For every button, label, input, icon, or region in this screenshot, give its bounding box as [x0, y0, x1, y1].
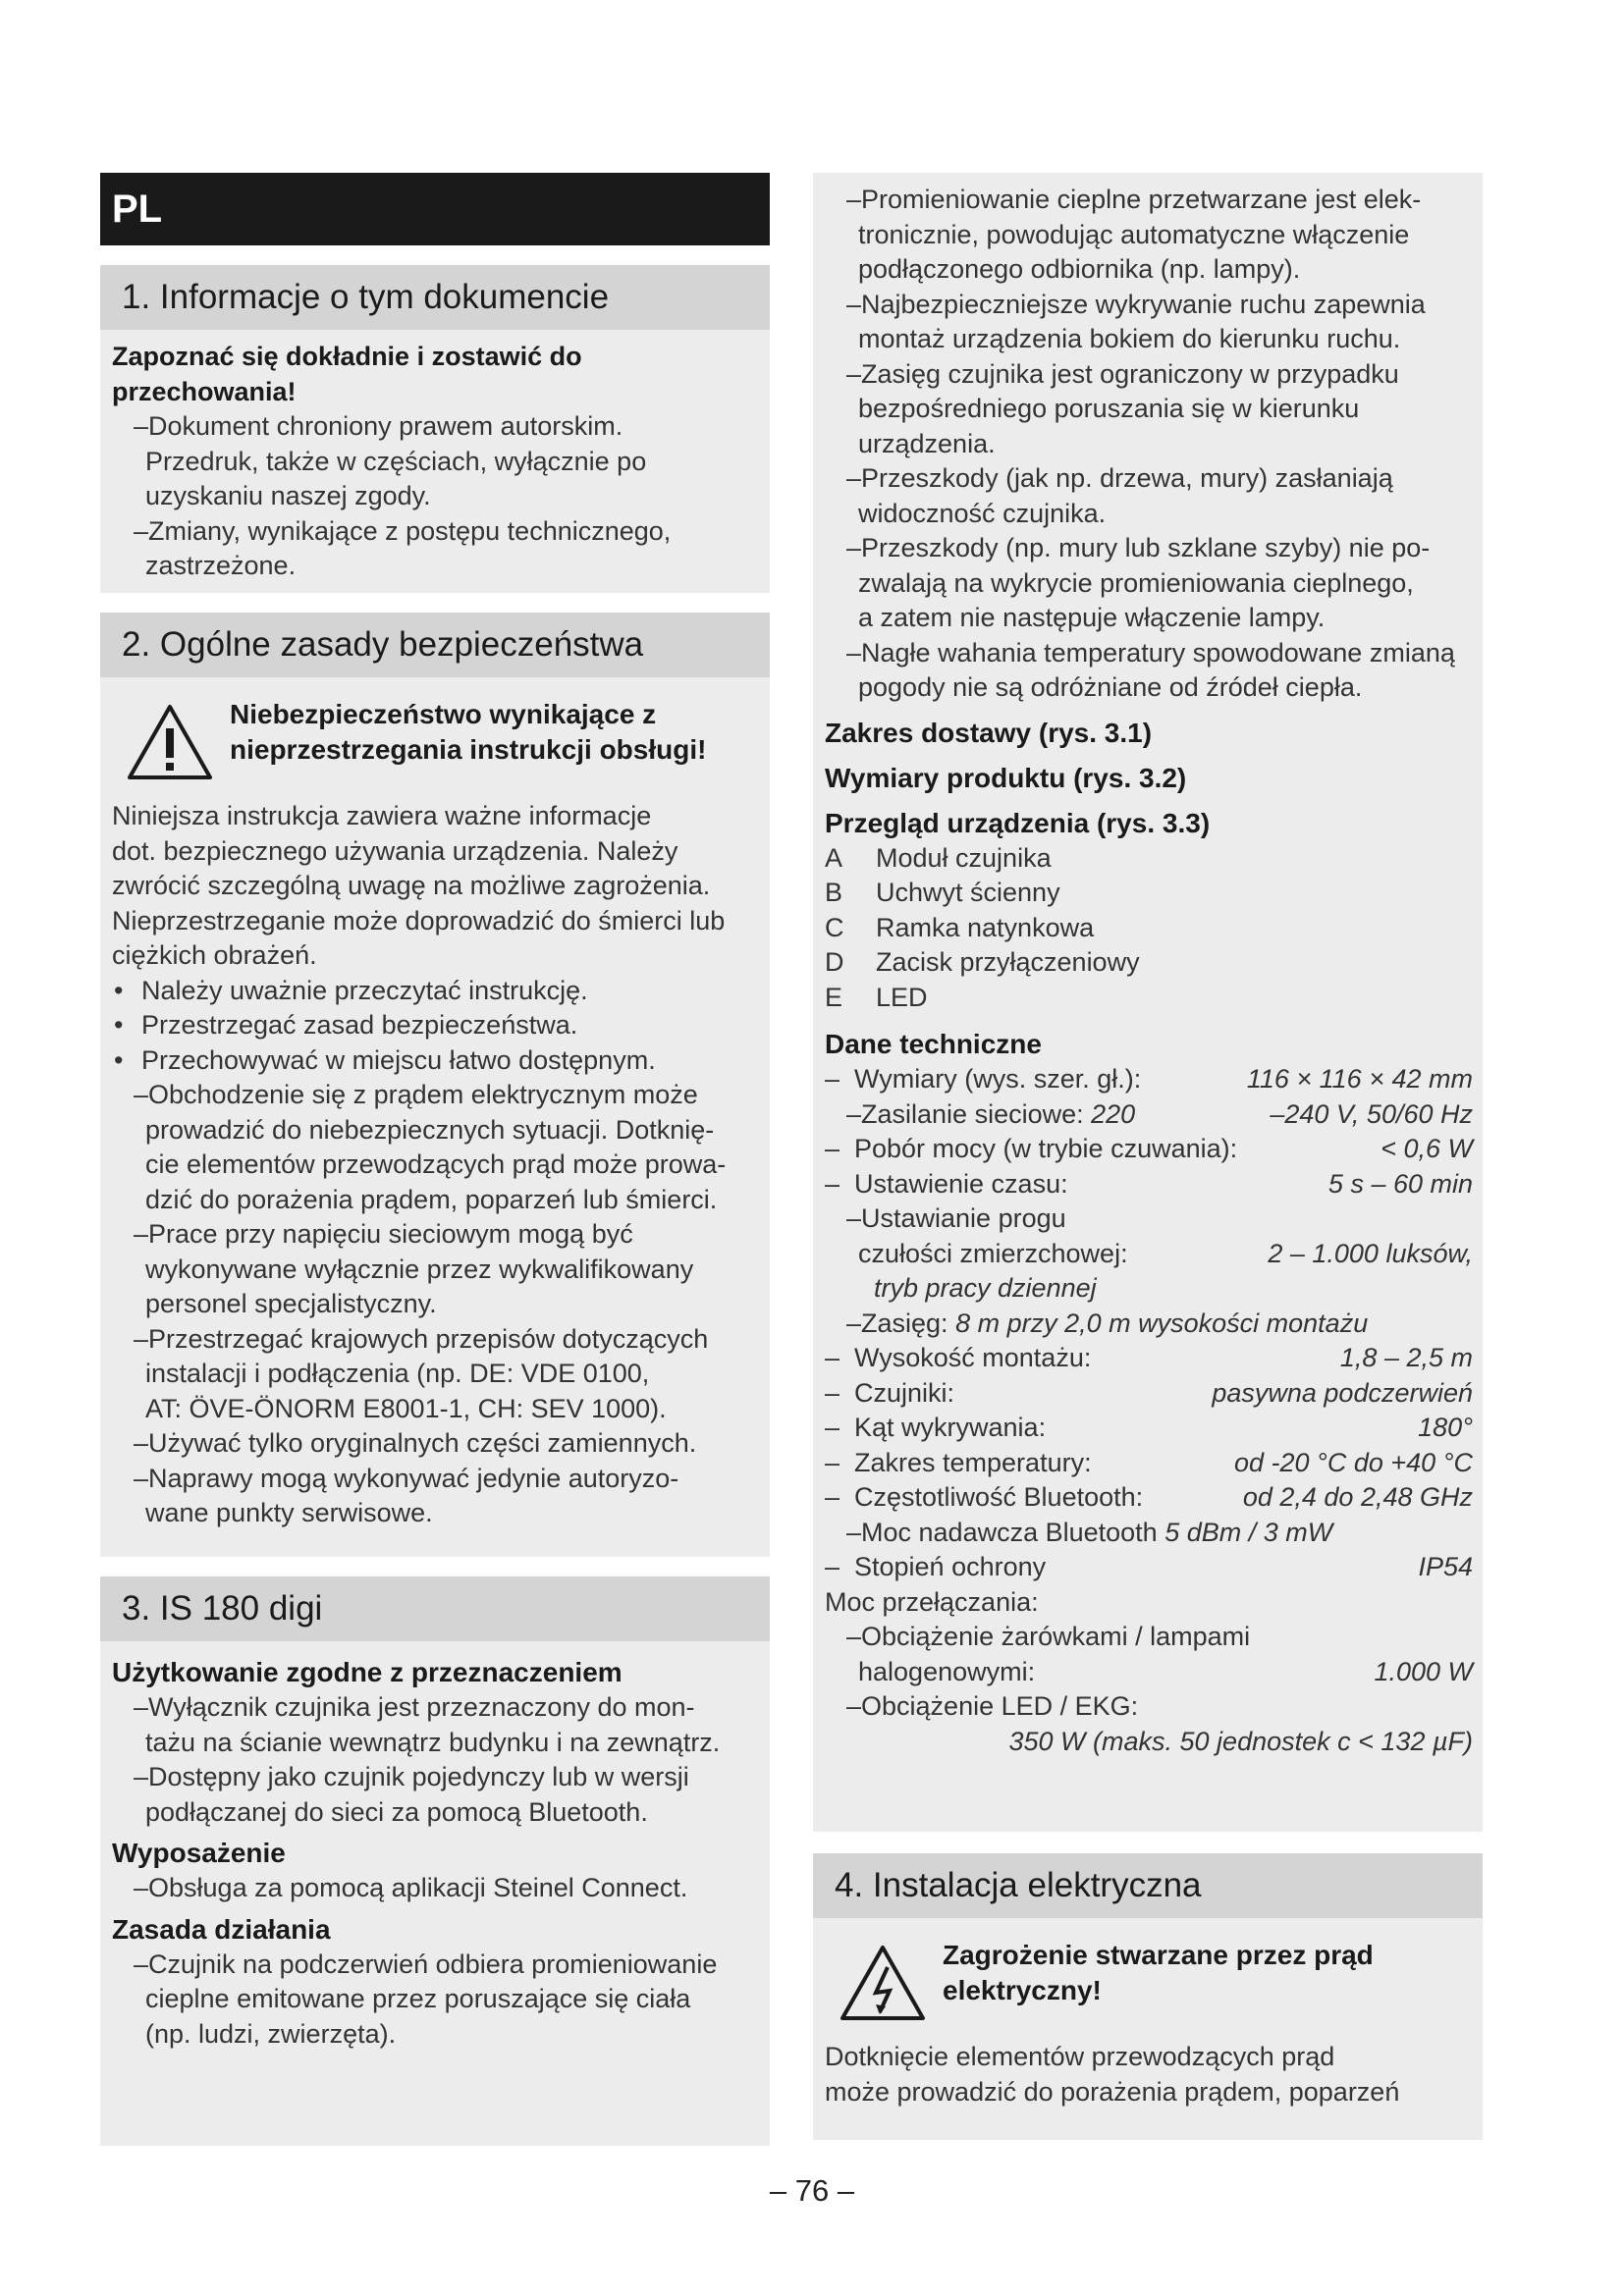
principle-cont-line: –Nagłe wahania temperatury spowodowane zmianą	[846, 637, 1455, 667]
sec4-para: Dotknięcie elementów przewodzących prąd	[825, 2042, 1335, 2071]
principle-cont-line: –Zasięg czujnika jest ograniczony w przypadku	[846, 358, 1399, 389]
sec2-para: dot. bezpiecznego używania urządzenia. Należy	[112, 835, 678, 866]
tech-row-power: –Zasilanie sieciowe: 220 –240 V, 50/60 Hz	[846, 1098, 1473, 1129]
section-2	[100, 613, 770, 1557]
part-item: B Uchwyt ścienny	[825, 878, 1060, 907]
sec1-line: Przedruk, także w częściach, wyłącznie po	[145, 446, 647, 476]
sec4-warning-line-2: elektryczny!	[943, 1975, 1102, 2005]
sec2-dash: instalacji i podłączenia (np. DE: VDE 0100,	[145, 1359, 650, 1388]
electric-hazard-icon	[839, 1944, 927, 2022]
tech-row-twilight-label: –Ustawianie progu	[846, 1203, 1066, 1233]
sec1-line: –Dokument chroniony prawem autorskim.	[134, 411, 623, 441]
sec2-dash: –Naprawy mogą wykonywać jedynie autoryzo-	[134, 1463, 679, 1493]
tech-row-standby: – Pobór mocy (w trybie czuwania): < 0,6 W	[825, 1134, 1473, 1163]
principle-cont-line: tronicznie, powodując automatyczne włączenie	[858, 219, 1410, 249]
sec2-bullet: • Przechowywać w miejscu łatwo dostępnym.	[112, 1043, 760, 1079]
sec1-lead-2: przechowania!	[112, 376, 297, 406]
sec3-use-line: podłączanej do sieci za pomocą Bluetooth.	[145, 1796, 648, 1827]
right-column	[813, 173, 1483, 2140]
section-4	[813, 1853, 1483, 2140]
part-item: E LED	[825, 982, 928, 1012]
sec3-use-heading: Użytkowanie zgodne z przeznaczeniem	[112, 1657, 623, 1687]
sec2-dash: wane punkty serwisowe.	[145, 1498, 433, 1527]
tech-row-halogen-label: –Obciążenie żarówkami / lampami	[846, 1622, 1251, 1651]
principle-cont-line: a zatem nie następuje włączenie lampy.	[858, 603, 1326, 632]
tech-row-time: – Ustawienie czasu: 5 s – 60 min	[825, 1168, 1473, 1199]
tech-row-range: –Zasięg: 8 m przy 2,0 m wysokości montażu	[846, 1308, 1369, 1338]
sec2-dash: prowadzić do niebezpiecznych sytuacji. Dotknię-	[145, 1114, 715, 1145]
sec2-para: Nieprzestrzeganie może doprowadzić do śmierci lub	[112, 905, 726, 935]
sec2-dash: AT: ÖVE-ÖNORM E8001-1, CH: SEV 1000).	[145, 1393, 667, 1423]
left-column	[100, 265, 770, 2146]
sec2-dash: –Używać tylko oryginalnych części zamiennych.	[134, 1428, 697, 1458]
sec3-use-line: –Wyłącznik czujnika jest przeznaczony do mon-	[134, 1692, 695, 1722]
tech-row-ip: – Stopień ochrony IP54	[825, 1552, 1473, 1581]
tech-row-bluetooth: – Częstotliwość Bluetooth: od 2,4 do 2,48 GHz	[825, 1482, 1473, 1512]
sec3-equipment-line: –Obsługa za pomocą aplikacji Steinel Connect.	[134, 1873, 688, 1902]
sec2-dash: wykonywane wyłącznie przez wykwalifikowany	[145, 1254, 694, 1284]
sec3-principle-line: –Czujnik na podczerwień odbiera promieniowanie	[134, 1949, 718, 1979]
sec2-warning	[112, 697, 760, 781]
principle-cont-line: pogody nie są odróżniane od źródeł ciepła.	[858, 672, 1363, 702]
tech-row-halogen: halogenowymi: 1.000 W	[858, 1656, 1473, 1686]
section-1-title: 1. Informacje o tym dokumencie	[100, 265, 770, 330]
sec2-warning-line-1: Niebezpieczeństwo wynikające z	[230, 699, 657, 729]
sec3-principle-heading: Zasada działania	[112, 1913, 331, 1945]
sec2-bullet-list	[112, 974, 760, 1079]
sec2-dash: –Prace przy napięciu sieciowym mogą być	[134, 1219, 633, 1249]
sec2-para: ciężkich obrażeń.	[112, 940, 317, 970]
scope-heading: Zakres dostawy (rys. 3.1)	[825, 717, 1153, 748]
principle-cont-line: urządzenia.	[858, 428, 996, 458]
tech-row-led: 350 W (maks. 50 jednostek c < 132 µF)	[1008, 1726, 1473, 1756]
section-1	[100, 265, 770, 593]
principle-cont-line: –Najbezpieczniejsze wykrywanie ruchu zapewnia	[846, 289, 1426, 319]
parts-list	[825, 841, 1473, 1016]
tech-row-led-label: –Obciążenie LED / EKG:	[846, 1691, 1139, 1721]
sec3-equipment-heading: Wyposażenie	[112, 1838, 286, 1868]
sec3-use-line: –Dostępny jako czujnik pojedynczy lub w wersji	[134, 1762, 689, 1791]
tech-row-temperature: – Zakres temperatury: od -20 °C do +40 °C	[825, 1447, 1473, 1477]
overview-heading: Przegląd urządzenia (rys. 3.3)	[825, 807, 1211, 838]
tech-data-list	[825, 1062, 1473, 1759]
sec2-warning-line-2: nieprzestrzegania instrukcji obsługi!	[230, 734, 707, 765]
sec1-line: –Zmiany, wynikające z postępu technicznego,	[134, 515, 672, 546]
principle-cont-line: podłączonego odbiornika (np. lampy).	[858, 254, 1301, 284]
section-3	[100, 1576, 770, 2146]
sec3-use-line: tażu na ścianie wewnątrz budynku i na zewnątrz.	[145, 1727, 721, 1757]
part-item: C Ramka natynkowa	[825, 912, 1095, 942]
tech-row-bt-power: –Moc nadawcza Bluetooth 5 dBm / 3 mW	[846, 1517, 1333, 1547]
sec2-bullet: • Przestrzegać zasad bezpieczeństwa.	[112, 1008, 760, 1043]
sec2-dash: dzić do porażenia prądem, poparzeń lub śmierci.	[145, 1184, 718, 1214]
sec4-warning-line-1: Zagrożenie stwarzane przez prąd	[943, 1940, 1374, 1970]
sec2-dash: personel specjalistyczny.	[145, 1289, 437, 1318]
section-4-title: 4. Instalacja elektryczna	[813, 1853, 1483, 1918]
tech-row-height: – Wysokość montażu: 1,8 – 2,5 m	[825, 1343, 1473, 1372]
section-3-title: 3. IS 180 digi	[100, 1576, 770, 1641]
part-item: D Zacisk przyłączeniowy	[825, 947, 1140, 977]
page-number: – 76 –	[769, 2173, 855, 2208]
sec3-principle-line: cieplne emitowane przez poruszające się ciała	[145, 1984, 691, 2013]
principle-cont-line: –Promieniowanie cieplne przetwarzane jest elek-	[846, 185, 1422, 214]
part-item: A Moduł czujnika	[825, 842, 1052, 873]
sec1-line: zastrzeżone.	[145, 551, 297, 580]
sec1-lead-1: Zapoznać się dokładnie i zostawić do	[112, 342, 582, 371]
sec2-dash: cie elementów przewodzących prąd może prowa-	[145, 1149, 727, 1179]
principle-cont-line: montaż urządzenia bokiem do kierunku ruchu.	[858, 324, 1401, 353]
principle-cont-line: –Przeszkody (jak np. drzewa, mury) zasłaniają	[846, 463, 1393, 493]
tech-row-switching: Moc przełączania:	[825, 1586, 1039, 1617]
section-2-title: 2. Ogólne zasady bezpieczeństwa	[100, 613, 770, 677]
principle-cont-line: zwalają na wykrycie promieniowania cieplnego,	[858, 567, 1414, 598]
sec2-para: zwrócić szczególną uwagę na możliwe zagrożenia.	[112, 871, 711, 900]
section-3-continued	[813, 173, 1483, 1832]
dimensions-heading: Wymiary produktu (rys. 3.2)	[825, 762, 1187, 793]
sec2-dash: –Obchodzenie się z prądem elektrycznym może	[134, 1080, 698, 1109]
sec4-warning	[825, 1938, 1473, 2022]
warning-triangle-icon	[126, 703, 214, 781]
sec1-line: uzyskaniu naszej zgody.	[145, 481, 431, 510]
sec3-principle-line: (np. ludzi, zwierzęta).	[145, 2018, 397, 2049]
principle-cont-line: bezpośredniego poruszania się w kierunku	[858, 394, 1360, 423]
sec4-para: może prowadzić do porażenia prądem, poparzeń	[825, 2076, 1400, 2107]
principle-cont-line: –Przeszkody (np. mury lub szklane szyby) nie po-	[846, 533, 1431, 562]
tech-data-heading: Dane techniczne	[825, 1029, 1042, 1059]
language-header: PL	[100, 173, 770, 245]
tech-row-twilight: czułości zmierzchowej: 2 – 1.000 luksów,	[858, 1238, 1473, 1268]
tech-row-twilight-mode: tryb pracy dziennej	[874, 1273, 1097, 1303]
tech-row-dimensions: – Wymiary (wys. szer. gł.): 116 × 116 × 42 mm	[825, 1064, 1473, 1094]
tech-row-angle: – Kąt wykrywania: 180°	[825, 1413, 1473, 1442]
sec2-bullet: • Należy uważnie przeczytać instrukcję.	[112, 974, 760, 1009]
sec2-dash: –Przestrzegać krajowych przepisów dotyczących	[134, 1323, 709, 1354]
principle-cont-line: widoczność czujnika.	[858, 498, 1107, 528]
tech-row-sensors: – Czujniki: pasywna podczerwień	[825, 1377, 1473, 1408]
sec2-para: Niniejsza instrukcja zawiera ważne informacje	[112, 801, 652, 830]
